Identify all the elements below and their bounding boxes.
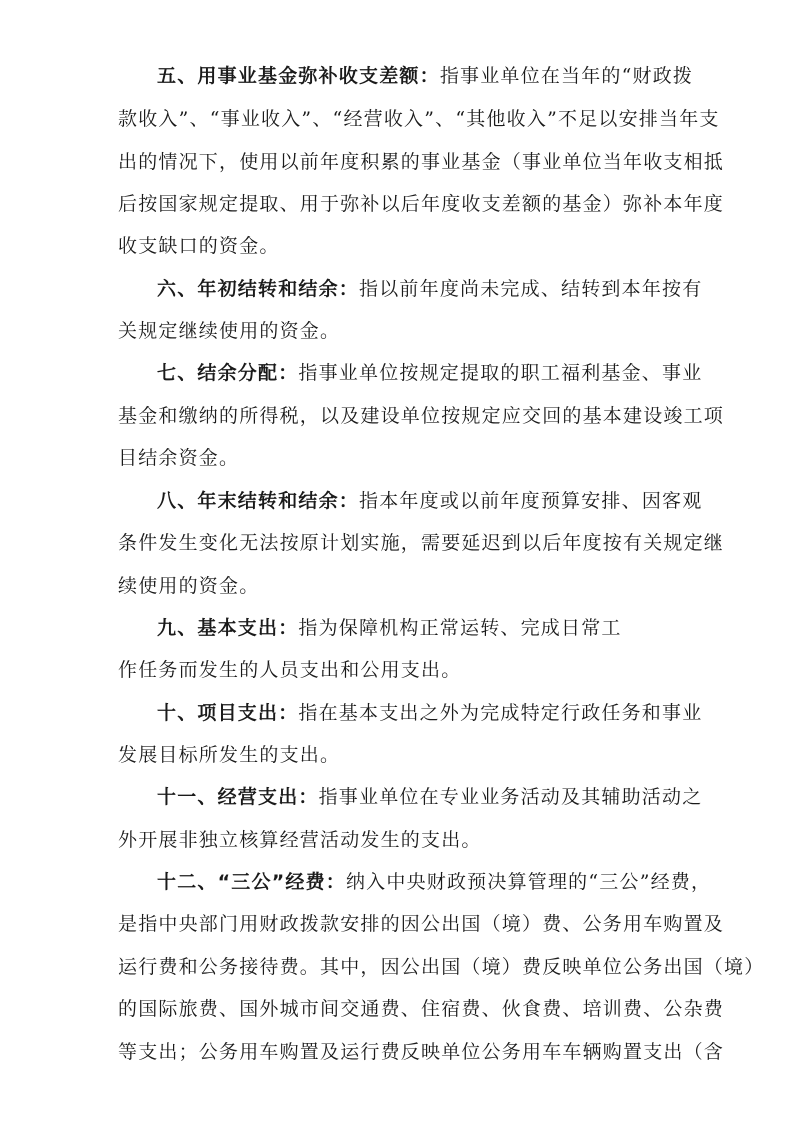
paragraph-10-line-2: 发展目标所发生的支出。 [118, 744, 341, 766]
paragraph-7-text-1: 指事业单位按规定提取的职工福利基金、事业 [298, 362, 703, 384]
paragraph-5-line-5: 收支缺口的资金。 [118, 235, 280, 257]
paragraph-10-term: 十、项目支出： [157, 702, 299, 724]
paragraph-5-line-3: 出的情况下，使用以前年度积累的事业基金（事业单位当年收支相抵 [118, 151, 725, 173]
paragraph-8-line-3: 续使用的资金。 [118, 575, 260, 597]
paragraph-9-line-1 [157, 616, 717, 640]
paragraph-6-text-1: 指以前年度尚未完成、结转到本年按有 [359, 278, 703, 300]
paragraph-5-text-1: 指事业单位在当年的“财政拨 [439, 65, 694, 87]
paragraph-5-line-2: 款收入”、“事业收入”、“经营收入”、“其他收入”不足以安排当年支 [118, 108, 720, 130]
paragraph-5-term: 五、用事业基金弥补收支差额： [157, 65, 440, 87]
paragraph-12-line-3: 运行费和公务接待费。其中，因公出国（境）费反映单位公务出国（境） [118, 956, 765, 978]
paragraph-12-line-1 [157, 870, 717, 894]
paragraph-11-text-1: 指事业单位在专业业务活动及其辅助活动之 [318, 786, 703, 808]
paragraph-9-term: 九、基本支出： [157, 617, 299, 639]
paragraph-12-line-2: 是指中央部门用财政拨款安排的因公出国（境）费、公务用车购置及 [118, 913, 725, 935]
paragraph-7-term: 七、结余分配： [157, 362, 299, 384]
paragraph-9-text-1: 指为保障机构正常运转、完成日常工 [298, 617, 622, 639]
paragraph-10-text-1: 指在基本支出之外为完成特定行政任务和事业 [298, 702, 703, 724]
paragraph-8-line-2: 条件发生变化无法按原计划实施，需要延迟到以后年度按有关规定继 [118, 532, 725, 554]
paragraph-7-line-3: 目结余资金。 [118, 447, 240, 469]
paragraph-6-term: 六、年初结转和结余： [157, 278, 360, 300]
paragraph-12-term: 十二、“三公”经费： [157, 871, 346, 893]
paragraph-11-line-2: 外开展非独立核算经营活动发生的支出。 [118, 829, 482, 851]
paragraph-7-line-1 [157, 361, 717, 385]
paragraph-9-line-2: 作任务而发生的人员支出和公用支出。 [118, 659, 462, 681]
paragraph-8-term: 八、年末结转和结余： [157, 490, 360, 512]
paragraph-5-line-1 [157, 64, 717, 88]
paragraph-10-line-1 [157, 701, 717, 725]
paragraph-6-line-2: 关规定继续使用的资金。 [118, 320, 341, 342]
paragraph-11-line-1 [157, 785, 717, 809]
paragraph-7-line-2: 基金和缴纳的所得税，以及建设单位按规定应交回的基本建设竣工项 [118, 405, 725, 427]
paragraph-8-line-1 [157, 489, 717, 513]
paragraph-6-line-1 [157, 277, 717, 301]
paragraph-5-line-4: 后按国家规定提取、用于弥补以后年度收支差额的基金）弥补本年度 [118, 193, 725, 215]
paragraph-8-text-1: 指本年度或以前年度预算安排、因客观 [359, 490, 703, 512]
paragraph-12-line-4: 的国际旅费、国外城市间交通费、住宿费、伙食费、培训费、公杂费 [118, 998, 725, 1020]
paragraph-12-line-5: 等支出；公务用车购置及运行费反映单位公务用车车辆购置支出（含 [118, 1041, 725, 1063]
paragraph-12-text-1: 纳入中央财政预决算管理的“三公”经费， [345, 871, 712, 893]
paragraph-11-term: 十一、经营支出： [157, 786, 319, 808]
